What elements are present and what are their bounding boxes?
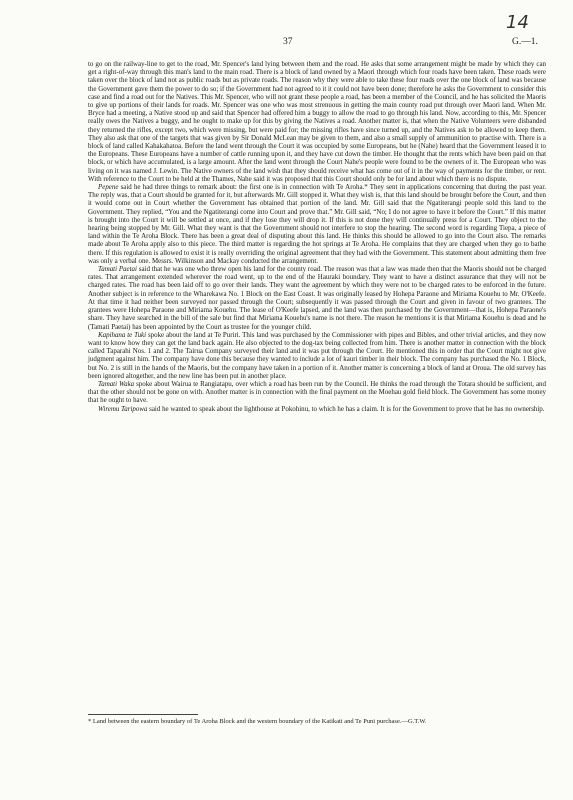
speaker-name: Tamati Paetai (98, 265, 137, 274)
speaker-name: Pepene (98, 183, 119, 192)
page-number: 37 (283, 37, 293, 47)
paragraph (88, 60, 546, 183)
paragraph (88, 405, 546, 413)
paragraph (88, 265, 546, 331)
body-text (88, 60, 546, 413)
document-reference: G.—1. (512, 37, 538, 47)
handwritten-page-mark: 14 (506, 12, 529, 33)
paragraph-text: to go on the railway-line to get to the road, Mr. Spencer's land lying between them and the road. He asks that some arrangement might be made by which they can get a right-of-way through this man's land to the main road. There is a block of land owned by a Maori through which four roads have been taken. These roads were taken over the block of land not as public roads but as private roads. The reason why they were able to take these four roads over the one block of land was because the Government gave them the power to do so; if the Government had not agreed to it it could not have been done; therefore he asks the Government to consider this case and find a road out for the Natives. This Mr. Spencer, who will not grant these people a road, has been a member of the Council, and he has solicited the Maoris to give up portions of their lands for roads. Mr. Spencer was one who was most strenuous in getting the main county road put through over Maori land. When Mr. Bryce had a meeting, a Native stood up and said that Spencer had offered him a buggy to allow the road to go through his land. Now, according to this, Mr. Spencer really owes the Natives a buggy, and he ought to make up for this by giving the Natives a road. Another matter is, that when the Native Volunteers were disbanded they returned the rifles, except two, which were missing, but were paid for; the missing rifles have since turned up, and the Natives ask to be allowed to keep them. They also ask that one of the targets that was given by Sir Donald McLean may be given to them, and also a small supply of ammunition to practise with. There is a block of land called Kahakahatoa. Before the land went through the Court it was occupied by some Europeans, but he (Nahe) heard that the Government leased it to the Europeans. These Europeans have a number of cattle running upon it, and they have cut down the timber. He thought that the rents which have been paid on that block, or which have accumulated, is a large amount. After the land went through the Court Nahe's people were found to be the owners of it. The European who was living on it was named J. Lewin. The Native owners of the land wish that they should receive what has come out of it in the way of payments for the timber, or rent. With reference to the Court to be held at the Thames, Nahe said it was proposed that this Court should only be for land about which there is no dispute. (88, 60, 546, 183)
paragraph-text: spoke about Wairua te Rangiatapu, over which a road has been run by the Council. He thinks the road through the Totara should be sufficient, and that the other should not be gone on with. Another matter is in connection with the final payment on the Moehau gold field block. The Government has some money that he ought to have. (88, 379, 546, 405)
paragraph-text: spoke about the land at Te Puriri. This land was purchased by the Commissioner with pipes and Bibles, and other trivial articles, and they now want to know how they can get the land back again. He also objected to the dog-tax being collected from him. There is another matter in connection with the block called Taparahi Nos. 1 and 2. The Tairua Company surveyed their land and it was put through the Court. He mentioned this in order that the Court might not give judgment against him. The company have done this because they wanted to include a lot of kauri timber in their block. The company has purchased the No. 1 Block, but No. 2 is still in the hands of the Maoris, but the company have taken in a portion of it. Another matter is concerning a block of land at Oroua. The old survey has been ignored altogether, and the new line has been put in another place. (88, 330, 547, 380)
paragraph-text: said he wanted to speak about the lighthouse at Pokohinu, to which he has a claim. It is for the Government to prove that he has no ownership. (147, 404, 545, 413)
paragraph-text: said that he was one who threw open his land for the county road. The reason was that a law was made then that the Maoris should not be charged rates. That arrangement extended wherever the road went, up to the end of the Hauraki boundary. They want to have a distinct assurance that they will not be charged rates. The road has been laid off to go over their lands. They want the agreement by which they were not to be charged rates to be enforced in the future. Another subject is in reference to the Wharekawa No. 1 Block on the East Coast. It was originally leased by Hohepa Paraone and Miriama Kouehu to Mr. O'Keefe. At that time it had neither been surveyed nor passed through the Court; subsequently it was passed through the Court and given in favour of two grantees. The grantees were Hohepa Paraone and Miriama Kouehu. The lease of O'Keefe lapsed, and the land was then purchased by the Government—that is, Hohepa Paraone's share. They have searched in the bill of the sale but find that Miriama Kouehu's name is not there. The reason he mentions it is that Miriama Kouehu is dead and he (Tamati Paetai) has been appointed by the Court as trustee for the younger child. (88, 265, 547, 331)
page-header (0, 37, 573, 53)
paragraph-text: said he had three things to remark about: the first one is in connection with Te Aroha.* They sent in applications concerning that during the past year. The reply was, that a Court should be granted for it, but afterwards Mr. Gill stopped it. What they wish is, that this land should be brought before the Court, and then it would come out in Court whether the Government has obtained that portion of the land. Mr. Gill said that the Ngatiterangi people sold this land to the Government. They replied, “You and the Ngatiterangi come into Court and prove that.” Mr. Gill said, “No; I do not agree to have it before the Court.” If this matter is brought into the Court it will be settled at once, and if they lose they will drop it. If this is not done they will continually press for a Court. They object to the hearing being stopped by Mr. Gill. What they want is that the Government should not interfere to stop the hearing. The second word is regarding Tiepa, a piece of land within the Te Aroha Block. There has been a great deal of disputing about this land. He thinks this should be allowed to go into the Court also. The remarks made about Te Aroha apply also to this piece. The third matter is regarding the hot springs at Te Aroha. He complains that they are charged when they go to bathe there. If this regulation is allowed to exist it is really overriding the original agreement that they had with the Government. This statement about admitting them free was only a verbal one. Messrs. Wilkinson and Mackay conducted the arrangement. (88, 183, 546, 265)
speaker-name: Kapihana te Tuki (98, 330, 147, 339)
paragraph (88, 331, 546, 380)
speaker-name: Wiremu Taripowa (98, 404, 148, 413)
footnote: * Land between the eastern boundary of Te Aroha Block and the western boundary of the Katikati and Te Puni purchase.—G.T.W. (88, 718, 427, 725)
footnote-divider (88, 714, 198, 715)
speaker-name: Tamati Waka (98, 379, 135, 388)
paragraph (88, 183, 546, 265)
paragraph (88, 380, 546, 405)
